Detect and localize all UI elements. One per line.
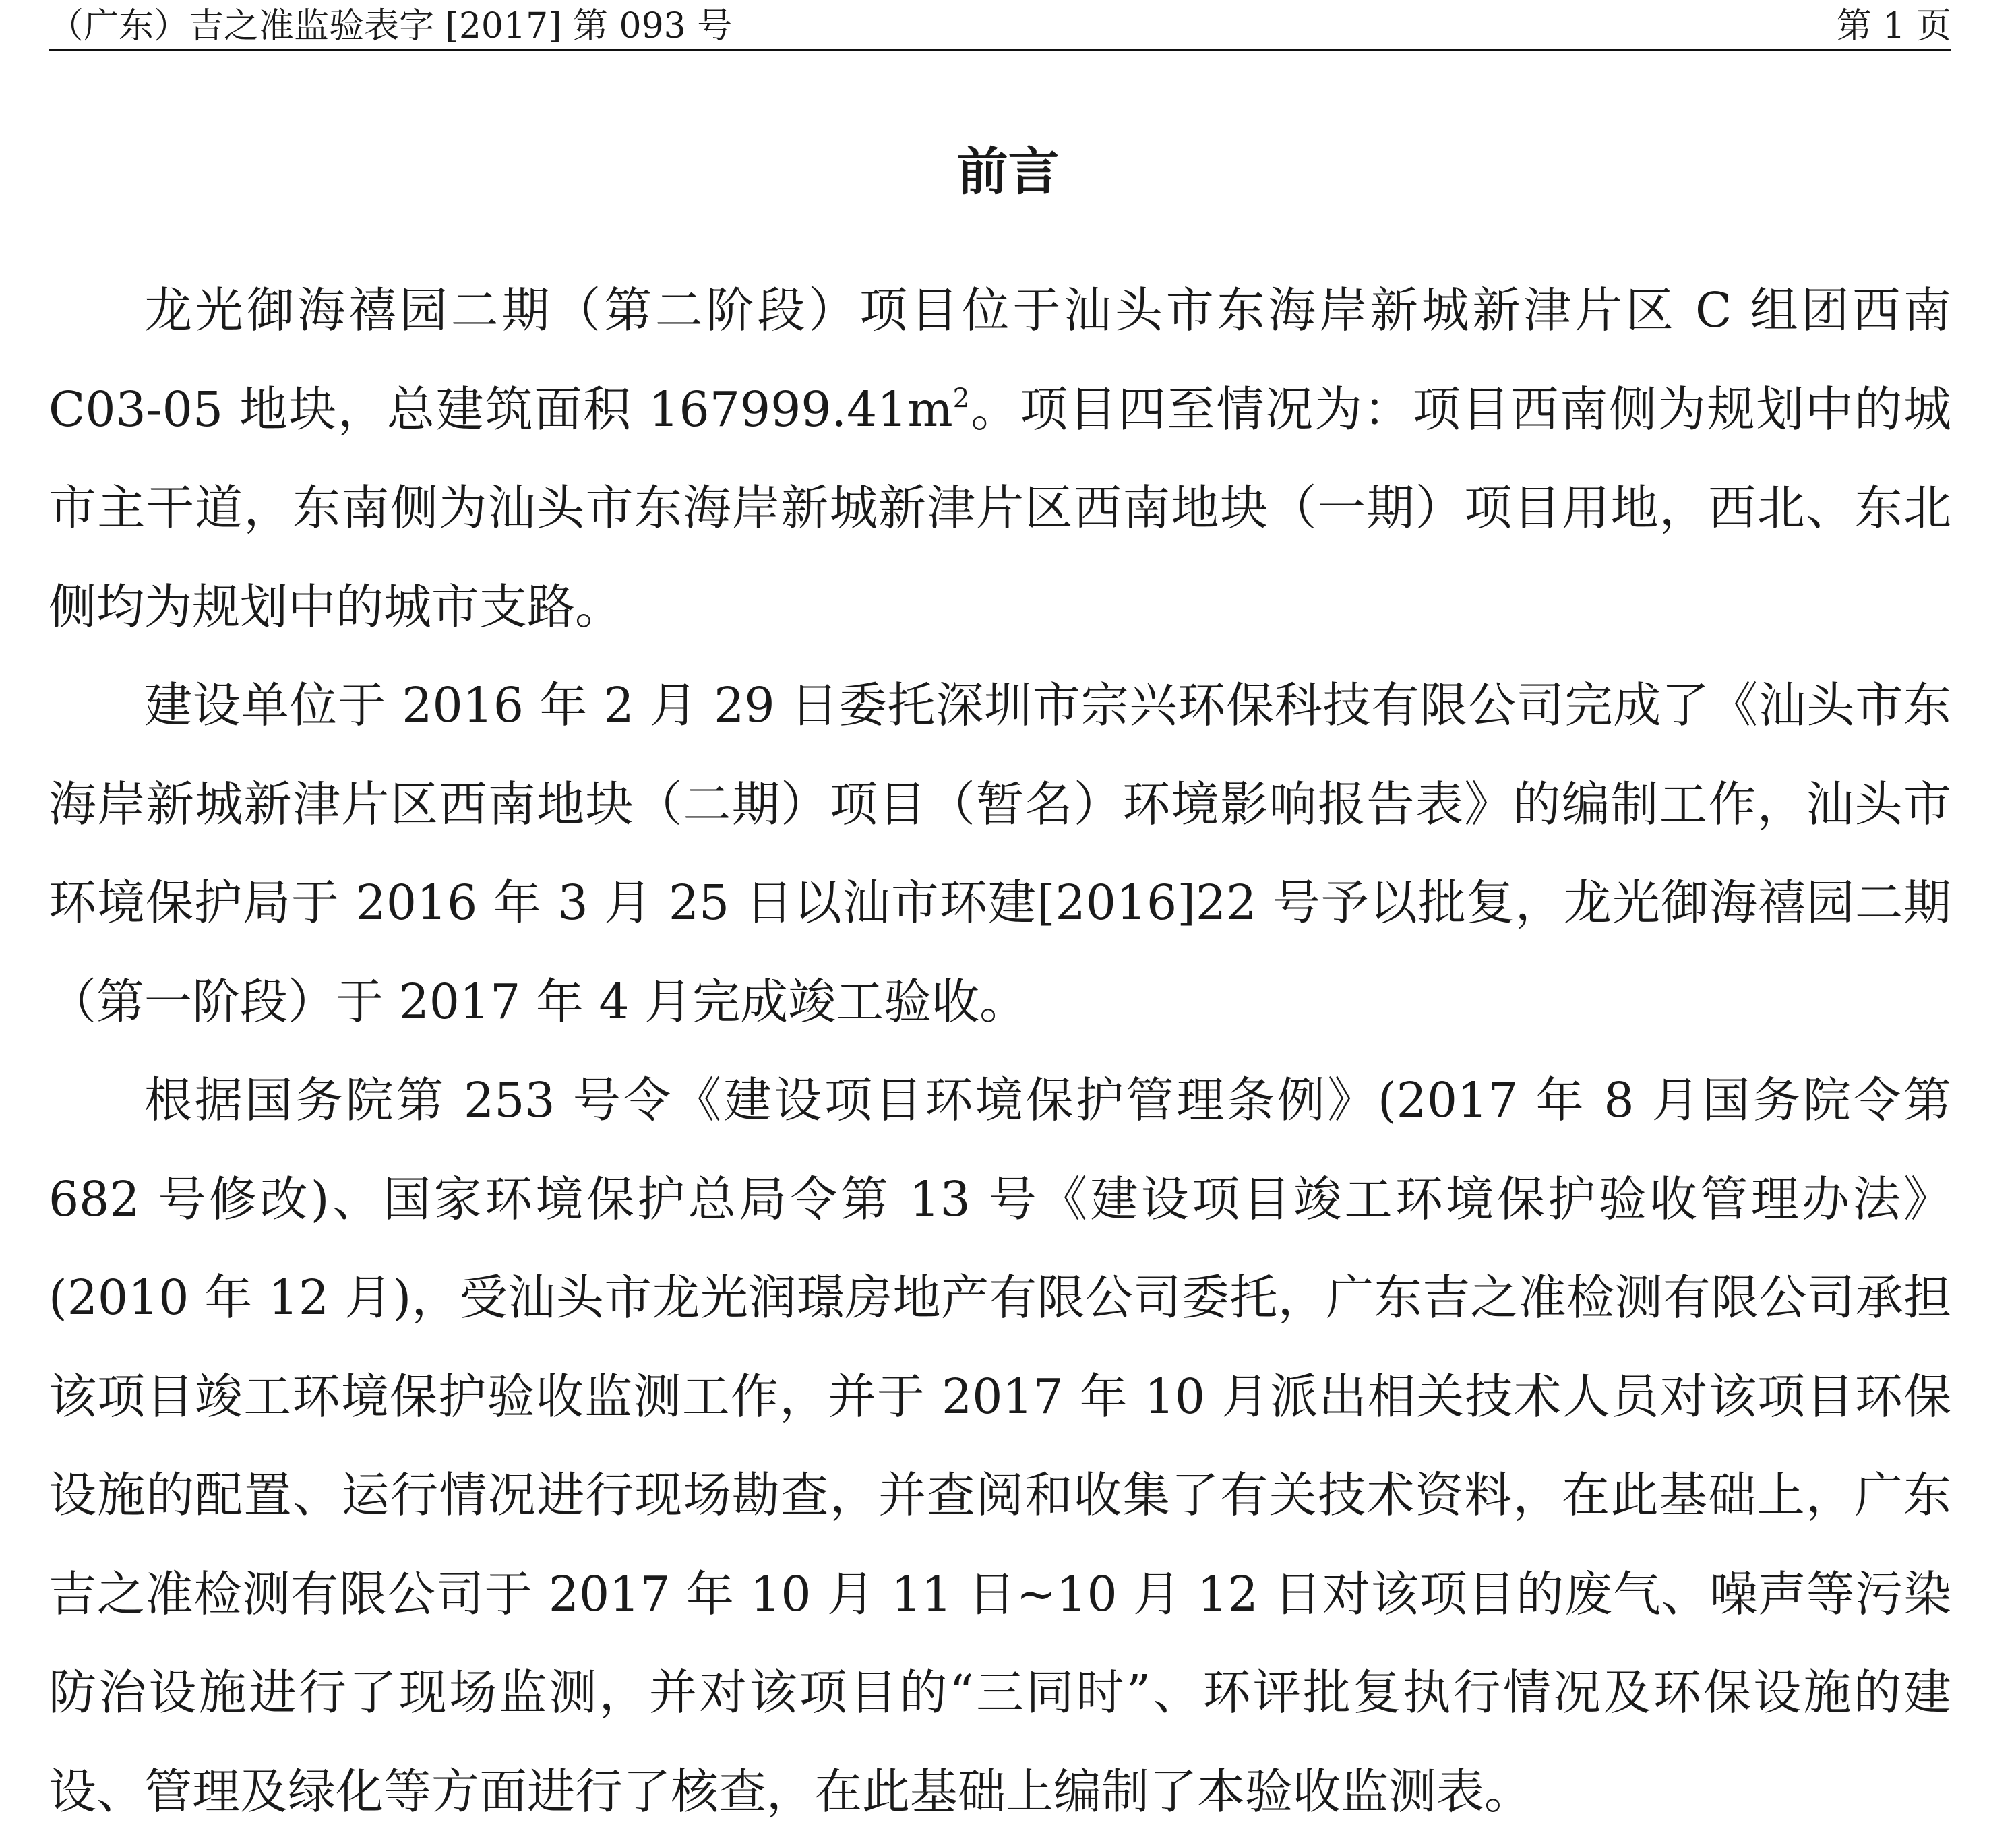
paragraph-text: 。项目四至情况为：项目西南侧为规划中的城市主干道，东南侧为汕头市东海岸新城新津片区西南地块（一期）项目用地，西北、东北侧均为规划中的城市支路。 — [49, 381, 1951, 635]
page-number: 第 1 页 — [1836, 6, 1951, 46]
paragraph-acceptance-monitoring: 根据国务院第 253 号令《建设项目环境保护管理条例》(2017 年 8 月国务院令第 682 号修改)、国家环境保护总局令第 13 号《建设项目竣工环境保护验收管理办法》(2010 年 12 月)，受汕头市龙光润璟房地产有限公司委托，广东吉之准检测有限公司承担该项目竣工环境保护验收监测工作，并于 2017 年 10 月派出相关技术人员对该项目环保设施的配置、运行情况进行现场勘查，并查阅和收集了有关技术资料，在此基础上，广东吉之准检测有限公司于 2017 年 10 月 11 日~10 月 12 日对该项目的废气、噪声等污染防治设施进行了现场监测，并对该项目的“三同时”、环评批复执行情况及环保设施的建设、管理及绿化等方面进行了核查，在此基础上编制了本验收监测表。 — [49, 1072, 1951, 1819]
page-header — [49, 5, 1951, 47]
paragraph-text: 龙光御海禧园二期（第二阶段）项目位于汕头市东海岸新城新津片区 C 组团西南 C03-05 地块，总建筑面积 167999.41m — [49, 282, 1951, 437]
superscript-unit: 2 — [952, 383, 970, 414]
document-number: （广东）吉之准监验表字 [2017] 第 093 号 — [49, 6, 733, 46]
paragraph-project-overview — [49, 261, 1951, 656]
document-body — [49, 261, 1951, 1841]
paragraph-eia-history: 建设单位于 2016 年 2 月 29 日委托深圳市宗兴环保科技有限公司完成了《汕头市东海岸新城新津片区西南地块（二期）项目（暂名）环境影响报告表》的编制工作，汕头市环境保护局于 2016 年 3 月 25 日以汕市环建[2016]22 号予以批复，龙光御海禧园二期（第一阶段）于 2017 年 4 月完成竣工验收。 — [49, 677, 1951, 1030]
section-title: 前言 — [956, 142, 1060, 201]
header-rule — [49, 49, 1951, 51]
